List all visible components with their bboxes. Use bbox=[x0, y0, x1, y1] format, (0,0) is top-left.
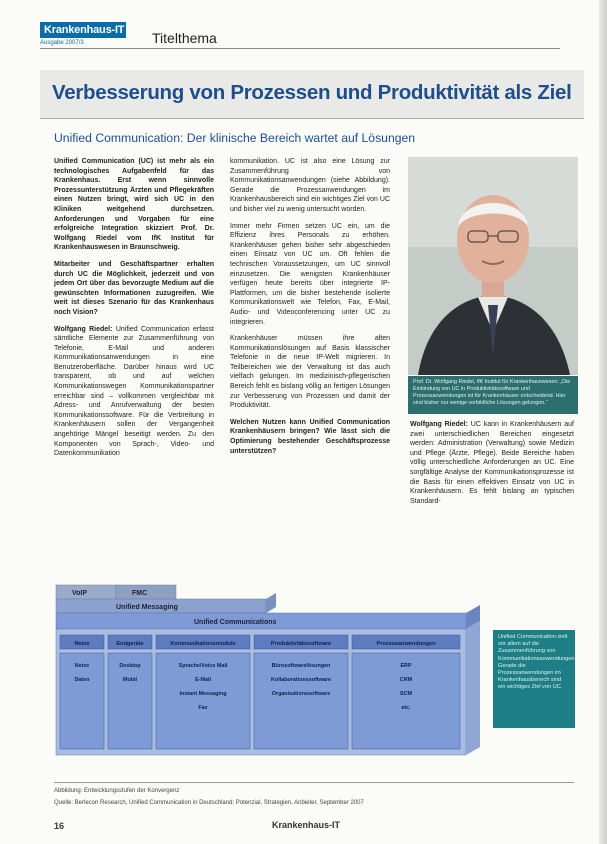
unified-messaging-label: Unified Messaging bbox=[116, 604, 178, 611]
diagram-column-header: Prozessanwendungen bbox=[376, 641, 436, 647]
interview-question-2: Welchen Nutzen kann Unified Communication Krankenhäusern bringen? Wie lässt sich die Optimierung bestehender Geschäftsprozesse unterstützen? bbox=[230, 418, 390, 455]
diagram-side-note: Unified Communication zielt vor allem auf die Zusammenführung von Kommunikationsanwendungen. Gerade die Prozessanwendungen im Krankenhausbereich sind ein wichtiges Ziel von UC. bbox=[493, 630, 575, 728]
diagram-item: Desktop bbox=[119, 663, 141, 669]
answer-text: UC kann in Krankenhäusern auf zwei unterschiedlichen Bereichen eingesetzt werden: Administration (Verwaltung) sowie Medizin und Pflege (Ärzte, Pflege). Beide Bereiche haben völlig unterschiedliche Anforderungen an UC. Eine sorgfältige Analyse der Kommunikationsprozesse ist die Basis für einen effektiven Einsatz von UC in Krankenhäusern. Es fehlt bislang an typischen Standard- bbox=[410, 421, 574, 505]
diagram-item: etc. bbox=[401, 705, 411, 711]
diagram-column-header: Kommunikationsmodule bbox=[170, 641, 236, 647]
diagram-item: ERP bbox=[400, 663, 412, 669]
issue-label: Ausgabe 2007/3 bbox=[40, 40, 84, 46]
article-lead: Unified Communication (UC) ist mehr als ein technologisches Aufgabenfeld für das Krankenhaus. Erst wenn sinnvolle Prozessunterstützung Ärzten und Pflegekräften einen Nutzen bringt, wird sich UC in den Kliniken weitgehend durchsetzen. Anforderungen und Vorgaben für eine erfolgreiche Integration skizziert Prof. Dr. Wolfgang Riedel vom IfK Institut für Krankenhauswesen in Braunschweig. bbox=[54, 158, 214, 252]
footer-logo: Krankenhaus-IT bbox=[272, 820, 341, 830]
magazine-logo: Krankenhaus-IT bbox=[40, 22, 126, 38]
page-number: 16 bbox=[54, 821, 65, 831]
diagram-item: Daten bbox=[74, 677, 90, 683]
voip-label: VoIP bbox=[72, 590, 88, 597]
header-divider bbox=[40, 48, 560, 49]
section-rubric: Titelthema bbox=[152, 30, 217, 46]
diagram-column-header: Produktivitätssoftware bbox=[270, 641, 332, 647]
fmc-label: FMC bbox=[132, 590, 148, 597]
diagram-item: Organisationssoftware bbox=[271, 691, 331, 697]
paragraph: Krankenhäuser müssen ihre alten Kommunikationslösungen auf Basis klassischer Telefonie in die neue IP-Welt migrieren. In Teilbereichen wie der Verwaltung ist das auch vielfach gelungen. Im medizinisch-pflegerischen Bereich fehlt es bislang völlig an fertigen Lösungen zur Verbesserung von Prozessen und damit der Produktivität. bbox=[230, 335, 390, 410]
article-subtitle: Unified Communication: Der klinische Bereich wartet auf Lösungen bbox=[54, 131, 416, 145]
interview-question-1: Mitarbeiter und Geschäftspartner erhalten durch UC die Möglichkeit, jederzeit und von jedem Ort über das bevorzugte Medium auf die gewünschten Informationen zuzugreifen. Wie weit ist dieses Szenario für das Krankenhaus noch Vision? bbox=[54, 260, 214, 316]
speaker-name: Wolfgang Riedel: bbox=[410, 421, 468, 428]
diagram-graphic bbox=[54, 563, 484, 768]
diagram-column-header: Netze bbox=[74, 641, 90, 647]
diagram-item: CRM bbox=[399, 677, 413, 683]
diagram-item: Instant Messaging bbox=[179, 691, 227, 697]
convergence-diagram bbox=[54, 563, 484, 768]
text-column-3 bbox=[410, 420, 574, 513]
diagram-column-header: Endgeräte bbox=[116, 641, 144, 647]
portrait-illustration bbox=[408, 157, 578, 375]
interview-answer-1 bbox=[54, 325, 214, 459]
speaker-name: Wolfgang Riedel: bbox=[54, 325, 113, 333]
unified-communications-label: Unified Communications bbox=[194, 619, 277, 626]
portrait-photo bbox=[408, 157, 578, 375]
figure-divider bbox=[54, 782, 574, 783]
diagram-item: Mobil bbox=[122, 677, 138, 683]
diagram-item: SCM bbox=[400, 691, 412, 697]
page-edge-shadow bbox=[599, 0, 607, 844]
photo-caption: Prof. Dr. Wolfgang Riedel, IfK Institut für Krankenhauswesen: „Die Einbindung von UC in Produktivitätssoftware und Prozessanwendungen ist für Krankenhäuser entscheidend. Hier sind bisher nur wenige vorbildliche Lösungen gelungen.“ bbox=[408, 376, 578, 414]
diagram-item: Bürosoftwarelösungen bbox=[271, 663, 331, 669]
diagram-item: Netze bbox=[74, 663, 90, 669]
diagram-item: Sprache/Voice Mail bbox=[178, 663, 228, 669]
paragraph: Immer mehr Firmen setzen UC ein, um die Effizienz ihres Personals zu erhöhen. Krankenhäuser gehen bisher sehr abgeschieden einen Einsatz von UC um. Oft fehlen die technischen Voraussetzungen, um UC sinnvoll einzusetzen. Die wenigsten Krankenhäuser verfügen heute bereits über integrierte IP-Plattformen, um die bisher bestehende isolierte Kommunikationswelt wie Telefon, Fax, E-Mail, Audio- und Videoconferencing unter UC zu integrieren. bbox=[230, 222, 390, 326]
diagram-item: Kollaborationssoftware bbox=[271, 677, 331, 683]
figure-caption: Abbildung: Entwicklungsstufen der Konvergenz bbox=[54, 788, 180, 794]
answer-text: Unified Communication erfasst sämtliche Elemente zur Zusammenführung von Telefonie, E-Mail und anderen Kommunikationsanwendungen in eine Benutzeroberfläche. Darüber hinaus wird UC transparent, ob und auf welchen Kommunikationswegen Kommunikationspartner erreichbar sind – vollkommen vergleichbar mit Adress- und Anrufverwaltung der besten Kommunikationssoftware. Für die Verbreitung in Krankenhäusern sollen der Vergangenheit angehörige Mängel beseitigt werden. Zu den Komponenten von Sprach-, Video- und Datenkommunikation bbox=[54, 325, 214, 458]
diagram-item: E-Mail bbox=[195, 677, 211, 683]
diagram-item: Fax bbox=[198, 705, 208, 711]
text-column-2 bbox=[230, 157, 390, 463]
article-title: Verbesserung von Prozessen und Produktivität als Ziel bbox=[52, 81, 572, 104]
paragraph: kommunikation. UC ist also eine Lösung zur Zusammenführung von Kommunikationsanwendungen (siehe Abbildung). Gerade die Prozessanwendungen im Krankenhausbereich sind ein wichtiges Ziel von UC und bisher viel zu wenig untersucht worden. bbox=[230, 158, 390, 213]
figure-source: Quelle: Berlecon Research, Unified Communication in Deutschland: Potenzial, Strategien, Anbieter, September 2007 bbox=[54, 800, 364, 806]
text-column-1 bbox=[54, 157, 214, 466]
interview-answer-2 bbox=[410, 420, 574, 506]
